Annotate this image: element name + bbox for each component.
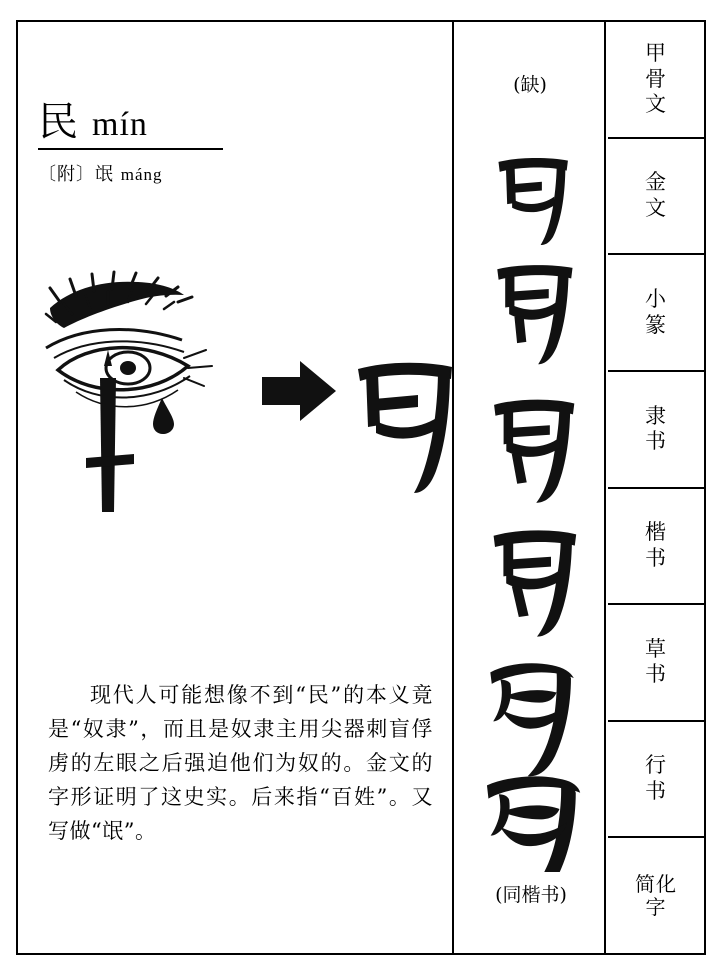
script-tabs <box>608 22 704 953</box>
tab-kaishu[interactable] <box>608 489 704 606</box>
tab-jinwen-line-2: 文 <box>645 195 667 220</box>
tab-jiaguwen-line-1: 甲 <box>645 40 667 65</box>
variant-entry <box>38 160 238 186</box>
tab-jinwen[interactable] <box>608 139 704 256</box>
glyph-xiaozhuan <box>497 265 572 364</box>
tab-jiaguwen-line-2: 骨 <box>645 66 667 91</box>
script-glyph-stack <box>456 142 606 872</box>
glyph-caoshu <box>490 663 574 776</box>
tab-jianhuazi-line-1: 简化 <box>635 871 677 896</box>
tab-caoshu-line-1: 草 <box>645 636 667 661</box>
tab-lishu-line-1: 隶 <box>645 403 667 428</box>
missing-script-note: (缺) <box>513 74 547 96</box>
tab-xiaozhuan-line-2: 篆 <box>645 312 667 337</box>
tab-caoshu-line-2: 书 <box>645 662 667 687</box>
tab-jianhuazi[interactable] <box>608 838 704 953</box>
tab-lishu[interactable] <box>608 372 704 489</box>
tab-jiaguwen-line-3: 文 <box>645 92 667 117</box>
crying-eye-drawing <box>42 262 242 537</box>
headword-line <box>38 99 223 150</box>
same-as-kaishu-note: (同楷书) <box>495 884 567 906</box>
tab-xiaozhuan-line-1: 小 <box>645 286 667 311</box>
tab-xiaozhuan[interactable] <box>608 255 704 372</box>
headword-block <box>38 99 238 186</box>
tab-jiaguwen[interactable] <box>608 22 704 139</box>
variant-character: 氓 <box>95 164 114 185</box>
glyph-lishu <box>494 400 574 503</box>
variant-prefix: 〔附〕 <box>38 164 95 185</box>
tab-xingshu[interactable] <box>608 722 704 839</box>
glyph-jinwen <box>498 158 567 245</box>
tab-jianhuazi-line-2: 字 <box>645 894 667 919</box>
headword-character: 民 <box>38 99 78 145</box>
headword-pinyin: mín <box>92 106 148 143</box>
variant-pinyin: máng <box>120 165 163 184</box>
script-samples-column <box>456 22 606 953</box>
evolution-illustration <box>32 262 452 552</box>
tab-lishu-line-2: 书 <box>645 429 667 454</box>
tab-xingshu-line-2: 书 <box>645 779 667 804</box>
oracle-bone-glyph-min <box>352 347 462 502</box>
tab-kaishu-line-2: 书 <box>645 545 667 570</box>
glyph-kaishu <box>494 530 577 636</box>
tab-caoshu[interactable] <box>608 605 704 722</box>
definition-paragraph: 现代人可能想像不到“民”的本义竟是“奴隶”，而且是奴隶主用尖器刺盲俘虏的左眼之后强迫他们为奴的。金文的字形证明了这史实。后来指“百姓”。又写做“氓”。 <box>48 683 433 844</box>
glyph-xingshu <box>487 776 580 872</box>
tab-xingshu-line-1: 行 <box>645 753 667 778</box>
tab-kaishu-line-1: 楷 <box>645 520 667 545</box>
right-arrow-icon <box>260 357 340 432</box>
entry-panel <box>18 22 454 953</box>
tab-jinwen-line-1: 金 <box>645 170 667 195</box>
